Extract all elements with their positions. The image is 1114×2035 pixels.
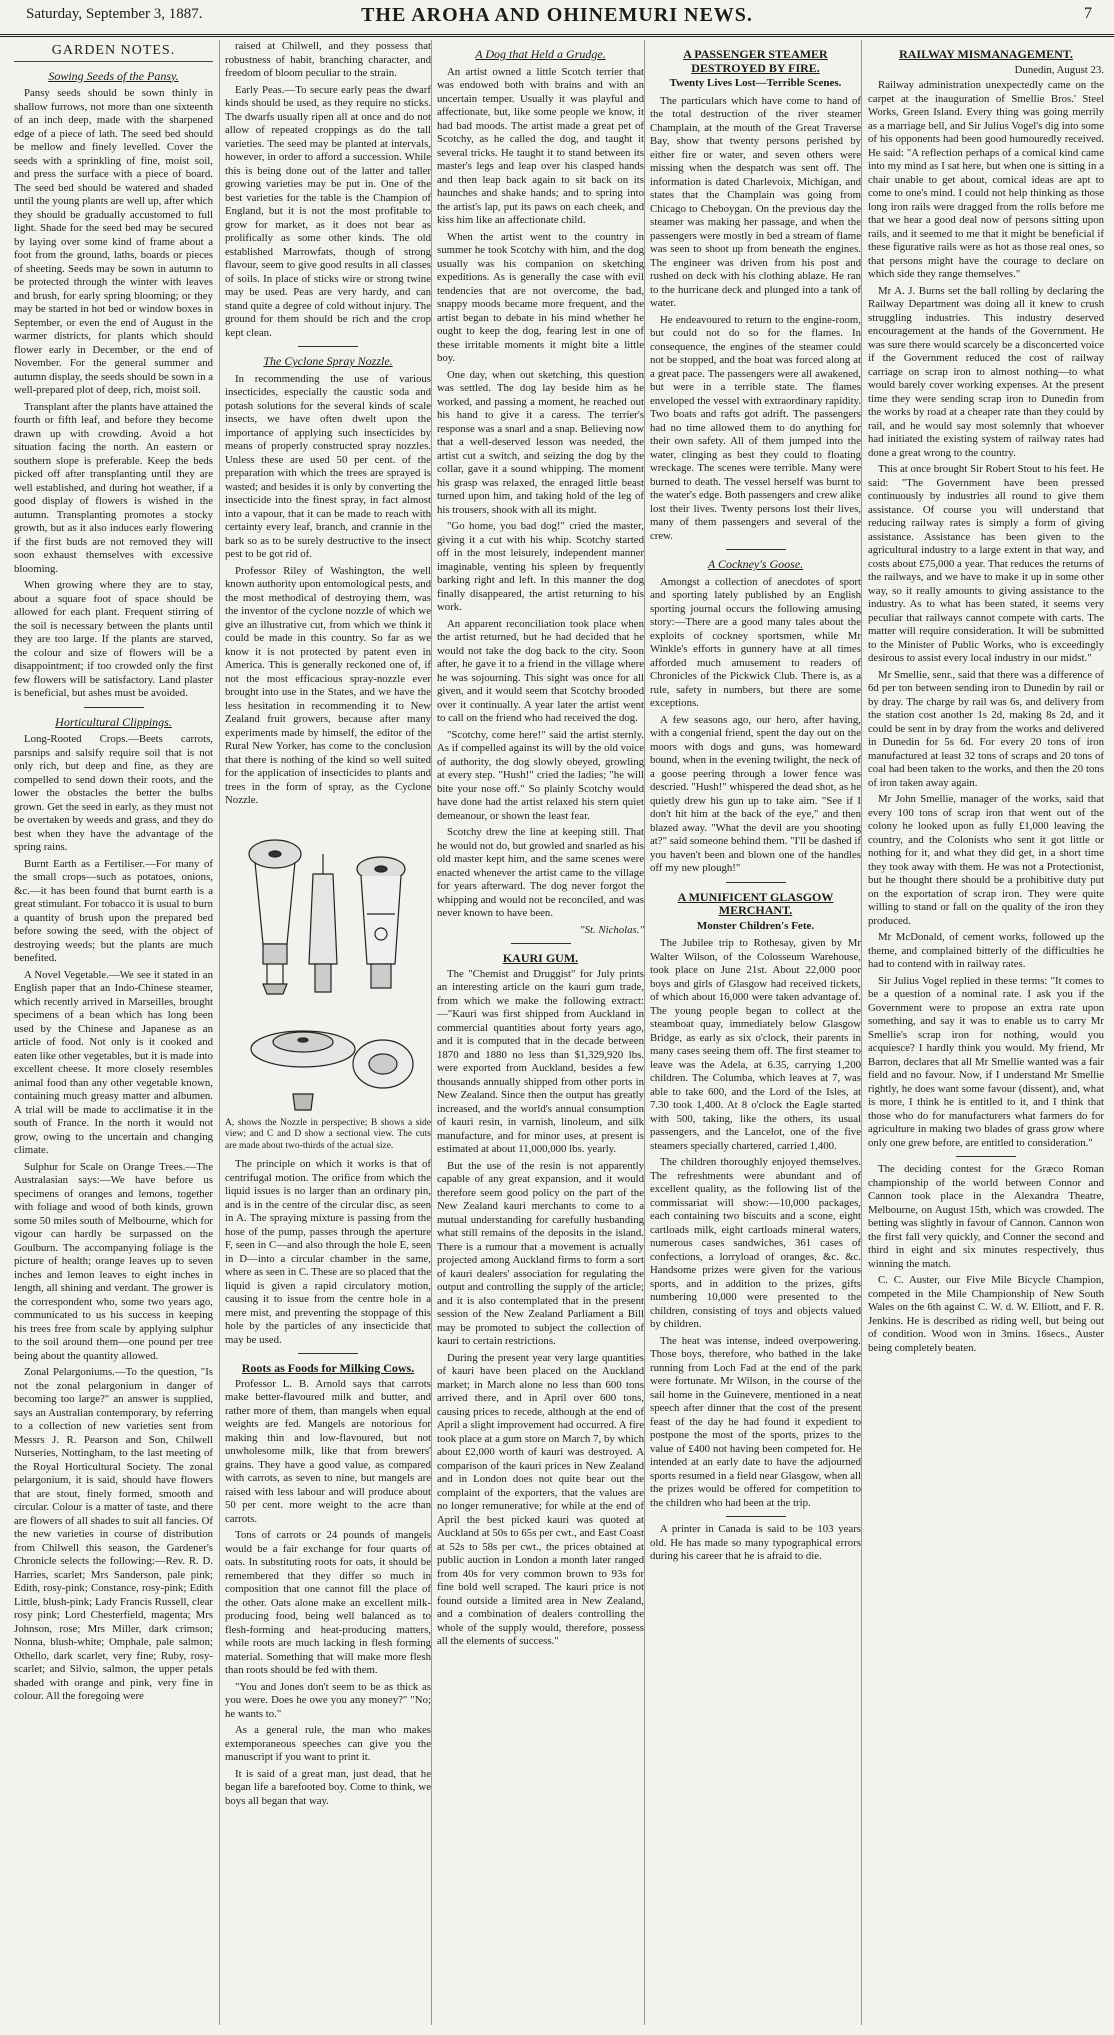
- paragraph: Mr A. J. Burns set the ball rolling by declaring the Railway Department was doing all it knew to crush struggling industries. This industry deserved encouragement at the hands of the Government. He was sure there would scarcely be a disconcerted voice if the Government reduced the cost of railway carriage on scrap iron to almost nothing—to what would barely cover working expenses. At the present time they were sending scrap iron to Dunedin from the works by road at a cheaper rate than they could by rail, and he would say most solemnly that whoever had initiated the existing system of railway rates had done a great wrong to the country.: [868, 284, 1104, 459]
- paragraph: The heat was intense, indeed overpowering. Those boys, therefore, who bathed in the lake running from Loch Fad at the end of the park were fortunate. Mr Wilson, in the course of the sail home in the Guinevere, mentioned in a neat speech after dinner that the cost of the present feast of the day he had found it expedient to postpone the most of the sports, prizes to the value of £400 not having been competed for. He intended at an early date to have the adjourned sports resumed in a field near Glasgow, when all the prizes would be offered for competition to the children who had been at the trip.: [650, 1334, 861, 1509]
- paragraph: This at once brought Sir Robert Stout to his feet. He said: "The Government have been pressed continuously by industries all round to give them assistance. Of course you will understand that reducing railway rates is simply a form of giving assistance. Assistance has been given to the agricultural industry to a large extent in that way, and costs about £75,000 a year. That reduces the returns of the railways, and we have to make it up in some other way, so it really amounts to giving assistance to the industry. As to what has been stated, it seems very peculiar that railways cannot compete with carts. The matter will require consideration. It will be submitted to the Minister of Public Works, who is exceedingly desirous to assist every local industry in our midst.": [868, 463, 1104, 664]
- paragraph: He endeavoured to return to the engine-room, but could not do so for the flames. In consequence, the engines of the steamer could not be stopped, and the boat was forced along at a great pace. The passengers were all awakened, but were in a terrible state. The flames enveloped the vessel with extraordinary rapidity. Two boats and rafts got adrift. The passengers had no time allowed them to do anything for their own safety. All of them jumped into the water, clinging as best they could to floating wreckage. The scenes were terrible. Many were burned to death. The vessel herself was burnt to the water's edge. Both passengers and crew alike lost their lives. Twenty persons lost their lives, many of them passengers and several of the crew.: [650, 313, 861, 542]
- article-title-cockney-goose: A Cockney's Goose.: [707, 557, 804, 571]
- divider: [726, 1516, 786, 1517]
- paragraph: raised at Chilwell, and they possess that robustness of habit, branching character, and freedom of bloom peculiar to the strain.: [225, 40, 431, 79]
- paragraph: Railway administration unexpectedly came on the carpet at the inauguration of Smellie Bros.' Steel Works, Green Island. Every thing was going merrily as a marriage bell, and Sir Julius Vogel's dig into some of his opponents had been good humouredly received. He said: "A reflection perhaps of a comical kind came into my mind as I sat here, but when one is sitting in a chair unable to get about, comical ideas are apt to come to one's mind. I could not help thinking as those long iron rails were dragged from the rolls before me that we hear a good deal now of persons sitting upon rails, and it seemed to me that it might be beneficial if these figurative rails were as hot as those real ones, so that persons might have the courage to declare on which side they range themselves.": [868, 79, 1104, 280]
- paragraph: The "Chemist and Druggist" for July prints an interesting article on the kauri gum trade, from which we make the following extract:—"Kauri was first shipped from Auckland in commercial quantities about forty years ago, and it is computed that in the decade between 1870 and 1880 no less than $1,329,920 lbs. were exported from Auckland, besides a few thousands annually shipped from other ports in New Zealand. Since then the output has greatly increased, and the world's annual consumption of kauri resin, in varnish, linoleum, and silk manufacture, and for minor uses, at present is estimated at about 11,000,000 lbs. yearly.: [437, 967, 644, 1155]
- paragraph: Sir Julius Vogel replied in these terms: "It comes to be a question of a nominal rate. I ask you if the Government were to propose an extra rate upon something, and say it was to enable us to carry Mr Smellie's scrap iron for nothing, would you acquiesce? I hardly think you would. My friend, Mr Barron, declares that all Mr Smellie wanted was a fair field and no favour. Now, if I understand Mr Smellie rightly, he does want some favour (dissent), and, what is more, I think he is entitled to it, and I think that those who do for manufacturers what farmers do for agriculture in making two blades of grass grow where only one grew before, are entitled to consideration.": [868, 974, 1104, 1149]
- paragraph: Professor L. B. Arnold says that carrots make better-flavoured milk and butter, and rather more of them, than mangels when equal weights are fed. Mangels are notorious for making thin and low-flavoured, but not unwholesome milk, like that from brewers' grains. They have a good value, as compared with carrots, as seven to nine, but mangels are raised with less labour and will produce about 50 per cent. more weight to the acre than carrots.: [225, 1377, 431, 1525]
- cyclone-nozzle-illustration: [233, 814, 423, 1114]
- paragraph: Transplant after the plants have attained the fourth or fifth leaf, and before they become drawn up with crowding. Avoid a hot situation facing the north. An eastern or southern slope is preferable. Keep the beds picked off after transplanting until they are well established, and during hot weather, if a good display of flowers is wished in the autumn. Transplanting promotes a stocky growth, but as it also induces early flowering if the first buds are not removed they will soon exhaust themselves with excessive blooming.: [14, 400, 213, 575]
- paragraph: A few seasons ago, our hero, after having, with a congenial friend, spent the day out on the moors with dogs and guns, was homeward bound, when in the evening twilight, the neck of a goose peering through a lower fence was descried. "Hush!" whispered the dead shot, as he quietly drew his gun up to take aim. "See if I don't hit him at the back of the eye," and then blazed away. "What the devil are you shooting at?" said someone behind them. "I'll be dashed if you haven't been and blown one of the handles off my new plough!": [650, 713, 861, 874]
- divider: [726, 549, 786, 550]
- page-number: 7: [1084, 5, 1092, 22]
- paragraph: A Novel Vegetable.—We see it stated in an English paper that an Indo-Chinese steamer, which recently arrived in Marseilles, brought specimens of a bean which has long been used by the Chinese and Japanese as an article of food. Not only is it cooked and eaten like other vegetables, but it is made into excellent cheese. It more closely resembles animal food than any other vegetable known, containing much greasy matter and albumen. A trial will be made to acclimatise it in the south of France. In the north it would not grow, owing to the uncertain and changing climate.: [14, 968, 213, 1156]
- paragraph: Tons of carrots or 24 pounds of mangels would be a fair exchange for four quarts of oats. In substituting roots for oats, it should be remembered that they differ so much in composition that one cannot fill the place of the other. Oats alone make an excellent milk-producing food, being well balanced as to flesh-forming and heat-producing matters, while roots are much lacking in flesh forming material. Something that will make more flesh than roots should be fed with them.: [225, 1529, 431, 1676]
- paragraph: Zonal Pelargoniums.—To the question, "Is not the zonal pelargonium in danger of becoming too large?" an answer is supplied, says an Australian contemporary, by referring to a collection of new varieties sent from Messrs J. R. Pearson and Son, Chilwell Nurseries, Nottingham, to the last meeting of the Royal Horticultural Society. The zonal pelargonium, it is said, should have flowers that are stout, finely formed, smooth and circular. Colour is a matter of taste, and there are flowers of all shades to suit all fancies. Of the new varieties in course of distribution from Chilwell this season, the Gardener's Chronicle selects the following:—Rev. R. D. Harries, scarlet; Mrs Sanderson, pale pink; Edith, rosy-pink; Constance, rosy-pink; Edith Little, blush-pink; Lady Francis Russell, clear rosy pink; Lord Chesterfield, magenta; Mrs Johnson, rose; Mrs Miller, dark crimson; Nonna, blush-white; Omphale, pale salmon; Othello, dark scarlet, very fine; Ruby, rosy-scarlet; and Silvio, salmon, the upper petals shaded with orange and pink, very fine in colour. All the foregoing were: [14, 1366, 213, 1702]
- paragraph: Early Peas.—To secure early peas the dwarf kinds should be used, as they require no sticks. The dwarfs usually ripen all at once and do not allow of repeated croppings as do the tall varieties. The seed may be planted at intervals, however, in order to afford a succession. While this is being done out of the latter and taller growing varieties may be put in. One of the best varieties for the table is the Champion of England, but it is not the most profitable to grow for market, as it does not bear as prolifically as some other kinds. The old established Marrowfats, though of strong flavour, seem to give good results in all classes of soils. In place of sticks wire or strong twine may be used. Peas are very hardy, and can stand quite a degree of cold without injury. The ground for them should be rich and the crop kept clean.: [225, 83, 431, 339]
- column-4: [644, 40, 866, 2025]
- paragraph: The principle on which it works is that of centrifugal motion. The orifice from which the liquid issues is no larger than an ordinary pin, and is in the centre of the circular disc, as seen in A. The spraying mixture is passing from the hose of the pump, passes through the aperture F, seen in C—and also through the hole E, seen in D—into a circular chamber in the same, where as seen in C. These are so placed that the liquid is given a rapid circulatory motion, causing it to issue from the centre hole in a mere mist, and preventing the stoppage of this hole by the particles of any insecticide that may be used.: [225, 1158, 431, 1346]
- paragraph: The children thoroughly enjoyed themselves. The refreshments were abundant and of excellent quality, as the following list of the commissariat will show:—10,000 packages, each containing two biscuits and a scone, eight cartloads milk, eight cartloads mineral waters, numerous cases sandwiches, 361 cases of confections, a lorryload of oranges, &c. &c. Handsome prizes were given for the various sports, and in addition to the prizes, gifts numbering 10,000 were presented to the children, consisting of toys and objects valued by children.: [650, 1156, 861, 1330]
- paragraph: The particulars which have come to hand of the total destruction of the river steamer Champlain, at the mouth of the Great Traverse Bay, show that twenty persons perished by either fire or water, and seven others were missing when the despatch was sent off. The information is dated Charlevoix, Michigan, and states that the Champlain was going from Chicago to Cheboygan. On the previous day the steamer was making her passage, and when the passengers were mostly in bed a stream of flame was seen to shoot up from beneath the engines. The engineer was driven from his post and rushed on deck with his clothing ablaze. He ran to the hurricane deck and plunged into a tank of water.: [650, 94, 861, 309]
- article-source: "St. Nicholas.": [580, 923, 644, 936]
- paragraph: Long-Rooted Crops.—Beets carrots, parsnips and salsify require soil that is not only rich, but deep and fine, as they are compelled to send down their roots, and the lower the obstacles the better the bulbs grown. Get the seed in early, as they must not be overtaken by weeds and grass, and they do best when they have the advantage of the spring rains.: [14, 733, 213, 853]
- paragraph: The deciding contest for the Græco Roman championship of the world between Connor and Cannon took place in the Alexandra Theatre, Melbourne, on August 15th, which was crowded. The betting was slightly in favour of Cannon. Cannon won the first fall very quickly, and Conner the second and third in eight and six minutes respectively, thus winning the match.: [868, 1163, 1104, 1270]
- issue-date: Saturday, September 3, 1887.: [26, 6, 203, 22]
- paragraph: During the present year very large quantities of kauri have been placed on the Auckland market; in March alone no less than 600 tons arrived there, and in April over 600 tons, causing prices to recede, although at the end of April a slight improvement had occurred. A fire took place at a gum store on March 7, by which about £2,000 worth of kauri was destroyed. A comparison of the kauri prices in New Zealand and in London does not quite bear out the complaint of the exporters, that the values are no longer remunerative; for while at the end of April the best picked kauri was quoted at Auckland at 50s to 65s per cwt., and East Coast at 52s to 58s per cwt., the prices obtained at public auction in London a month later ranged from 40s for very common brown to 93s for fine bold well scraped. The kauri price is not found outside a limited area in New Zealand, and a combination of dealers controlling the whole of the supply would, therefore, possess all the elements of success.": [437, 1351, 644, 1647]
- paragraph: In recommending the use of various insecticides, especially the caustic soda and potash solutions for the several kinds of scale insects, we have often dwelt upon the importance of applying such insecticides by means of properly constructed spray nozzles. Unless these are used 50 per cent. of the preparation with which the trees are sprayed is wasted; and besides it is only by converting the insecticide into the finest spray, in fact almost into a vapour, that it can be made to reach with certainty every leaf, branch, and crannie in the bark so as to be surely destructive to the insect pest to be got rid of.: [225, 372, 431, 560]
- newspaper-title: THE AROHA AND OHINEMURI NEWS.: [361, 4, 753, 26]
- figure-caption: A, shows the Nozzle in perspective; B shows a side view; and C and D show a sectional view. The cuts are made about two-thirds of the actual size.: [225, 1117, 431, 1151]
- paragraph: The Jubilee trip to Rothesay, given by Mr Walter Wilson, of the Colosseum Warehouse, took place on June 21st. About 22,000 poor boys and girls of Glasgow had received tickets, of which about 16,000 were taken advantage of. The young people began to collect at the steamboat quay, immediately below Glasgow Bridge, as early as six o'clock, their parents in many cases seeing them off. The first steamer to leave was the Adela, at 6.35, carrying 1,200 children. The Columba, which leaves at 7, was able to take 600, and the Lord of the Isles, at 7.30 took 1,400. At 8 o'clock the Eagle started with 500, taking, like the others, its usual passengers, and the Lancelot, one of the five steamers specially chartered, carried 1,400.: [650, 937, 861, 1152]
- paragraph: But the use of the resin is not apparently capable of any great expansion, and it would therefore seem good policy on the part of the New Zealand kauri merchants to come to a mutual understanding for carefully husbanding what still remains of the deposits in the island. There is a rumour that a movement is actually projected among Auckland firms to form a sort of kauri dealers' association for regulating the output and controlling the supply of the article; and it is also contemplated that in the present session of the New Zealand Parliament a Bill may be promoted to subject the collection of kauri to certain restrictions.: [437, 1159, 644, 1347]
- paragraph: Mr Smellie, senr., said that there was a difference of 6d per ton between sending iron to Dunedin by rail or by dray. The charge by rail was 6s, and delivery from the station cost another 1s 2d, making 8s 2d, and it could be sent in by dray from the works and delivered in Dunedin for 5s 6d. For every 20 tons of iron manufactured at least 32 tons of scraps and 20 tons of coal had been taken to the works, and then the 20 tons of iron taken away again.: [868, 668, 1104, 789]
- article-title-dog-grudge: A Dog that Held a Grudge.: [475, 47, 606, 61]
- nozzle-disc-figure: [251, 1031, 413, 1110]
- paragraph: An artist owned a little Scotch terrier that was endowed both with brains and with an uncertain temper. Usually it was playful and affectionate, but, like some people we know, it had bad moods. The artist made a great pet of Scotchy, as he called the dog, and taught it several tricks. He taught it to stand between its master's legs and leap over his clasped hands and then leap back again to sit back on its haunches and shake hands; and to spring into the artist's lap, put its paws on each cheek, and kiss him like an affectionate child.: [437, 65, 644, 226]
- paragraph: One day, when out sketching, this question was settled. The dog lay beside him as he worked, and passing a moment, he reached out his hand to give it a caress. The terrier's response was a snarl and a snap. Believing now that a well-deserved lesson was needed, the artist cut a switch, and seizing the dog by the collar, gave it a sound whipping. The moment his grasp was relaxed, the enraged little beast turned upon him, and taking hold of the leg of his trousers, shook with all its might.: [437, 368, 644, 516]
- article-title-railway-mismanagement: RAILWAY MISMANAGEMENT.: [899, 47, 1073, 61]
- divider: [511, 943, 571, 944]
- paragraph: As a general rule, the man who makes extemporaneous speeches can give you the manuscript if you want to print it.: [225, 1724, 431, 1763]
- paragraph: Professor Riley of Washington, the well known authority upon entomological pests, and the most methodical of destroying them, was the inventor of the cyclone nozzle of which we give an illustrative cut, from which we think it could be made in this country. So far as we know it is not protected by patent even in America. This is generally reckoned one of, if not the most efficacious spray-nozzle ever brought into use in the States, and we have the less hesitation in recommending it to New Zealand fruit growers, because after many experiments made by himself, the editor of the Rural New Yorker, has come to the conclusion that there is nothing of the kind so well suited for the application of insecticides to plants and trees in the form of spray, as the Cyclone Nozzle.: [225, 564, 431, 806]
- column-5: [861, 40, 1104, 2025]
- nozzle-perspective-figure: [249, 840, 301, 994]
- column-3: [431, 40, 649, 2025]
- paragraph: Scotchy drew the line at keeping still. That he would not do, but growled and snarled as his old master kept him, and the same scenes were enacted whenever the artist came to the village for years afterward. The dog never forgot the whipping and would not be reconciled, and was never known to have been.: [437, 826, 644, 919]
- paragraph: "You and Jones don't seem to be as thick as you were. Does he owe you any money?" "No; he wants to.": [225, 1680, 431, 1720]
- paragraph: "Go home, you bad dog!" cried the master, giving it a cut with his whip. Scotchy started off in the most leisurely, independent manner imaginable, venting his spleen by frequently barking right and left. In this manner the dog finally disappeared, the artist returning to his work.: [437, 520, 644, 613]
- paragraph: An apparent reconciliation took place when the artist returned, but he had decided that he would not take the dog back to the city. Soon after, he gave it to a friend in the village where he was sojourning. This sight was once for all given, and it would seem that Scotchy brooded over it continually. A year later the artist went to call on the friend who had received the dog.: [437, 617, 644, 724]
- divider: [84, 707, 144, 708]
- article-title-steamer-fire: A PASSENGER STEAMER DESTROYED BY FIRE.: [683, 47, 828, 75]
- article-dateline: Dunedin, August 23.: [1014, 63, 1104, 76]
- paragraph: Pansy seeds should be sown thinly in shallow furrows, not more than one sixteenth of an inch deep, made with the sharpened edge of a piece of lath. The seed bed should be mellow and finely levelled. Cover the seeds with a sprinkling of fine, moist soil, and press the surface with a piece of board. The seed bed should be watered and shaded until the young plants are well up, after which they should be gradually accustomed to full light. Shade for the seed bed may be secured by laying over some kind of frame about a foot from the ground, laths, boards or pieces of sheeting. Seeds may be sown in autumn to be protected through the winter with leaves and brush, for early spring blooming; or they may be started in hot bed or window boxes in September, or even the end of August in the warmer districts, for plants which should flower early in December, or the end of November. For the general summer and autumn display, the seeds should be sown in a well-prepared plot of deep, rich, moist soil.: [14, 87, 213, 396]
- article-title-pansy: Sowing Seeds of the Pansy.: [48, 68, 179, 83]
- section-heading-garden-notes: GARDEN NOTES.: [14, 44, 213, 62]
- article-title-horticultural-clippings: Horticultural Clippings.: [55, 714, 172, 729]
- nozzle-side-figure: [309, 854, 337, 992]
- article-subtitle-steamer-fire: Twenty Lives Lost—Terrible Scenes.: [669, 77, 842, 89]
- divider: [726, 882, 786, 883]
- masthead: [0, 0, 1114, 37]
- column-2: [219, 40, 436, 2025]
- paragraph: Mr McDonald, of cement works, followed up the theme, and complained bitterly of the difficulties he had to contend with in railway rates.: [868, 931, 1104, 970]
- paragraph: When the artist went to the country in summer he took Scotchy with him, and the dog usually was his companion on sketching expeditions. As is generally the case with evil tendencies that are not overcome, the bad, snappy moods became more frequent, and the artist began to debate in his mind whether he ought to keep the dog, fearing lest in one of these irritable moments it might bite a little boy.: [437, 230, 644, 364]
- article-title-cyclone-nozzle: The Cyclone Spray Nozzle.: [263, 354, 393, 368]
- article-title-kauri-gum: KAURI GUM.: [502, 951, 579, 965]
- paragraph: When growing where they are to stay, about a square foot of space should be allowed for each plant. Frequent stirring of the soil is necessary between the plants until they are too large. If the plants are starved, the colour and size of flowers will be a disappointment; if too crowded only the first few flowers will be satisfactory. Land plaster is beneficial, but ashes must be avoided.: [14, 579, 213, 699]
- divider: [956, 1156, 1016, 1157]
- paragraph: Amongst a collection of anecdotes of sport and sporting lately published by an English sporting journal occurs the following amusing story:—There are a good many tales about the exploits of cockney sportsmen, while Mr Winkle's efforts in gunnery have at all times afforded much amusement to readers of Chronicles of the Pickwick Club. There is, as a rule, safety in numbers, but there are some exceptions.: [650, 575, 861, 709]
- divider: [298, 346, 358, 347]
- column-1: [14, 40, 218, 2025]
- paragraph: A printer in Canada is said to be 103 years old. He has made so many typographical errors during his career that he is afraid to die.: [650, 1523, 861, 1562]
- paragraph: Mr John Smellie, manager of the works, said that every 100 tons of scrap iron that went out of the colony he looked upon as fully £1,000 leaving the country, and the Colonists who sent it got little or nothing for it, and what they did get, in a short time they took away with them. He was not a Protectionist, but he thought there should be a prohibitive duty put on the exportation of scrap iron. They were quite willing to stand or fall on the quality of the iron they produced.: [868, 793, 1104, 927]
- nozzle-section-figure: [357, 857, 405, 988]
- article-title-roots-milking-cows: Roots as Foods for Milking Cows.: [241, 1361, 415, 1375]
- paragraph: Sulphur for Scale on Orange Trees.—The Australasian says:—We have before us specimens of oranges and lemons, together with foliage and wood of both kinds, grown some 50 miles south of Melbourne, which for vigour can hardly be surpassed on the Goulburn. The accompanying foliage is the picture of health; orange leaves up to seven inches and lemon leaves to eight inches in length, all shining and verdant. The grower is the correspondent who, some two years ago, communicated to us his success in keeping his trees free from scale by applying sulphur to the soil around them—one pound per tree being about the quantity allowed.: [14, 1160, 213, 1362]
- paragraph: It is said of a great man, just dead, that he began life a barefooted boy. Come to think, we boys all began that way.: [225, 1767, 431, 1807]
- paragraph: Burnt Earth as a Fertiliser.—For many of the small crops—such as potatoes, onions, &c.—it has been found that burnt earth is a great stimulant. For tobacco it is usual to burn a quantity of brush upon the prepared bed before sowing the seed, with the object of destroying weeds; but the plants are much benefited.: [14, 857, 213, 964]
- divider: [298, 1353, 358, 1354]
- article-subtitle-children-fete: Monster Children's Fete.: [696, 919, 815, 932]
- article-title-glasgow-merchant: A MUNIFICENT GLASGOW MERCHANT.: [677, 889, 834, 917]
- paragraph: C. C. Auster, our Five Mile Bicycle Champion, competed in the Mile Championship of New South Wales on the 6th against C. W. d. W. Elliott, and F. R. Jenkins. He is described as riding well, but being out of condition. Wood won in 3mins. 16secs., Auster being completely beaten.: [868, 1274, 1104, 1354]
- paragraph: "Scotchy, come here!" said the artist sternly. As if compelled against its will by the old voice of authority, the dog slowly obeyed, growling at every step. "Hush!" cried the ladies; "he will bite your nose off." So plainly Scotchy would have done had the artist relaxed his stern quiet demeanour, or shown the least fear.: [437, 728, 644, 822]
